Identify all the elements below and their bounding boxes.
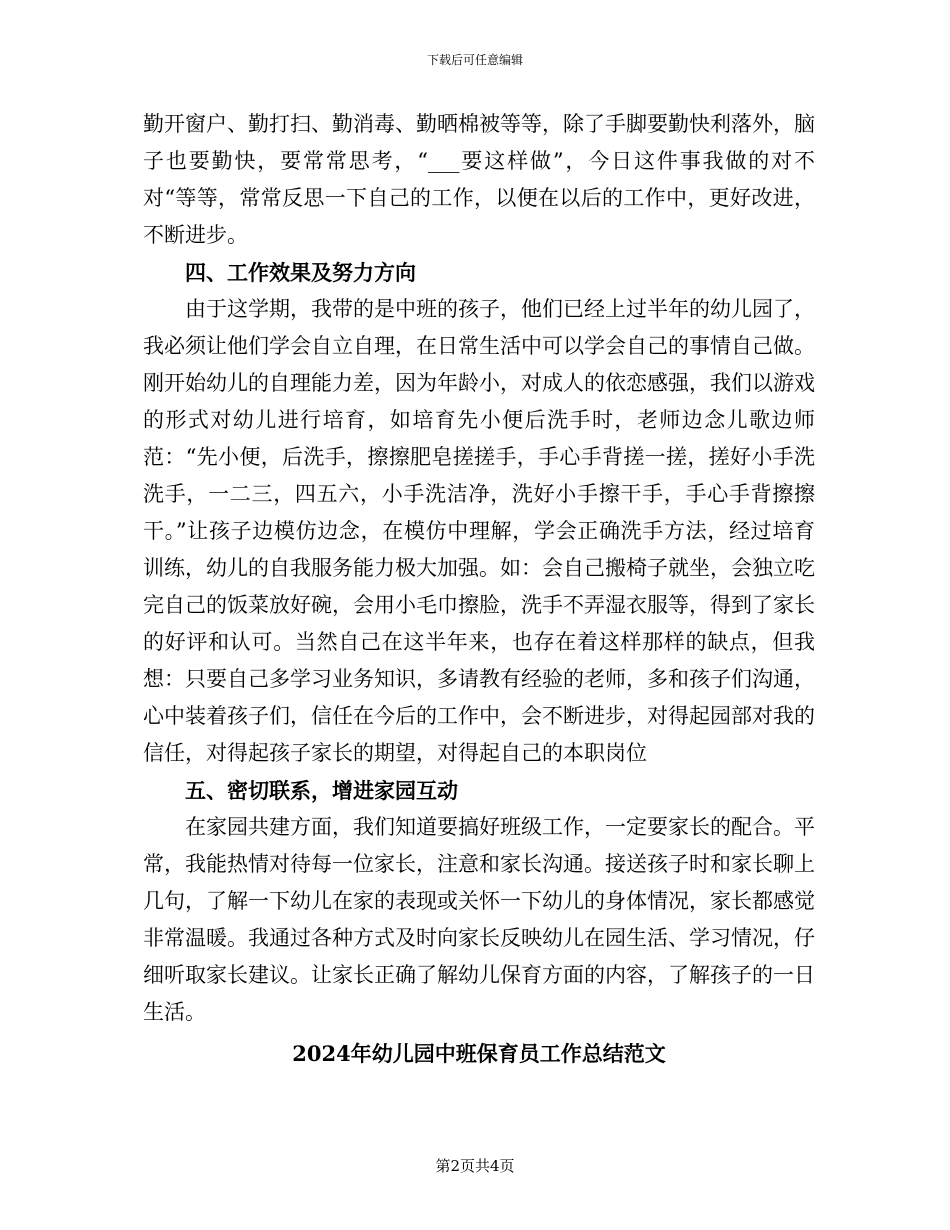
section-heading-5: 五、密切联系，增进家园互动 — [185, 778, 458, 803]
document-title: 2024年幼儿园中班保育员工作总结范文 — [292, 1041, 666, 1066]
paragraph-home-school: 在家园共建方面，我们知道要搞好班级工作，一定要家长的配合。平常，我能热情对待每一位家长，注意和家长沟通。接送孩子时和家长聊上几句，了解一下幼儿在家的表现或关怀一下幼儿的身体情况，家长都感觉非常温暖。我通过各种方式及时向家长反映幼儿在园生活、学习情况，仔细听取家长建议。让家长正确了解幼儿保育方面的内容，了解孩子的一日生活。 — [143, 815, 815, 1024]
paragraph-hygiene: 勤开窗户、勤打扫、勤消毒、勤晒棉被等等，除了手脚要勤快利落外，脑子也要勤快，要常常思考，“___要这样做”，今日这件事我做的对不对“等等，常常反思一下自己的工作，以便在以后的工作中，更好改进，不断进步。 — [143, 112, 815, 247]
page-number: 第2页共4页 — [435, 1157, 515, 1175]
section-heading-4: 四、工作效果及努力方向 — [185, 260, 416, 285]
document-body — [143, 106, 815, 1072]
paragraph-work-effect: 由于这学期，我带的是中班的孩子，他们已经上过半年的幼儿园了，我必须让他们学会自立自理，在日常生活中可以学会自己的事情自己做。刚开始幼儿的自理能力差，因为年龄小，对成人的依恋感强，我们以游戏的形式对幼儿进行培育，如培育先小便后洗手时，老师边念儿歌边师范：“先小便，后洗手，擦擦肥皂搓搓手，手心手背搓一搓，搓好小手洗洗手，一二三，四五六，小手洗洁净，洗好小手擦干手，手心手背擦擦干。”让孩子边模仿边念，在模仿中理解，学会正确洗手方法，经过培育训练，幼儿的自我服务能力极大加强。如：会自己搬椅子就坐，会独立吃完自己的饭菜放好碗，会用小毛巾擦脸，洗手不弄湿衣服等，得到了家长的好评和认可。当然自己在这半年来，也存在着这样那样的缺点，但我想：只要自己多学习业务知识，多请教有经验的老师，多和孩子们沟通，心中装着孩子们，信任在今后的工作中，会不断进步，对得起园部对我的信任，对得起孩子家长的期望，对得起自己的本职岗位 — [143, 297, 815, 765]
page-header: 下载后可任意编辑 — [426, 53, 523, 67]
